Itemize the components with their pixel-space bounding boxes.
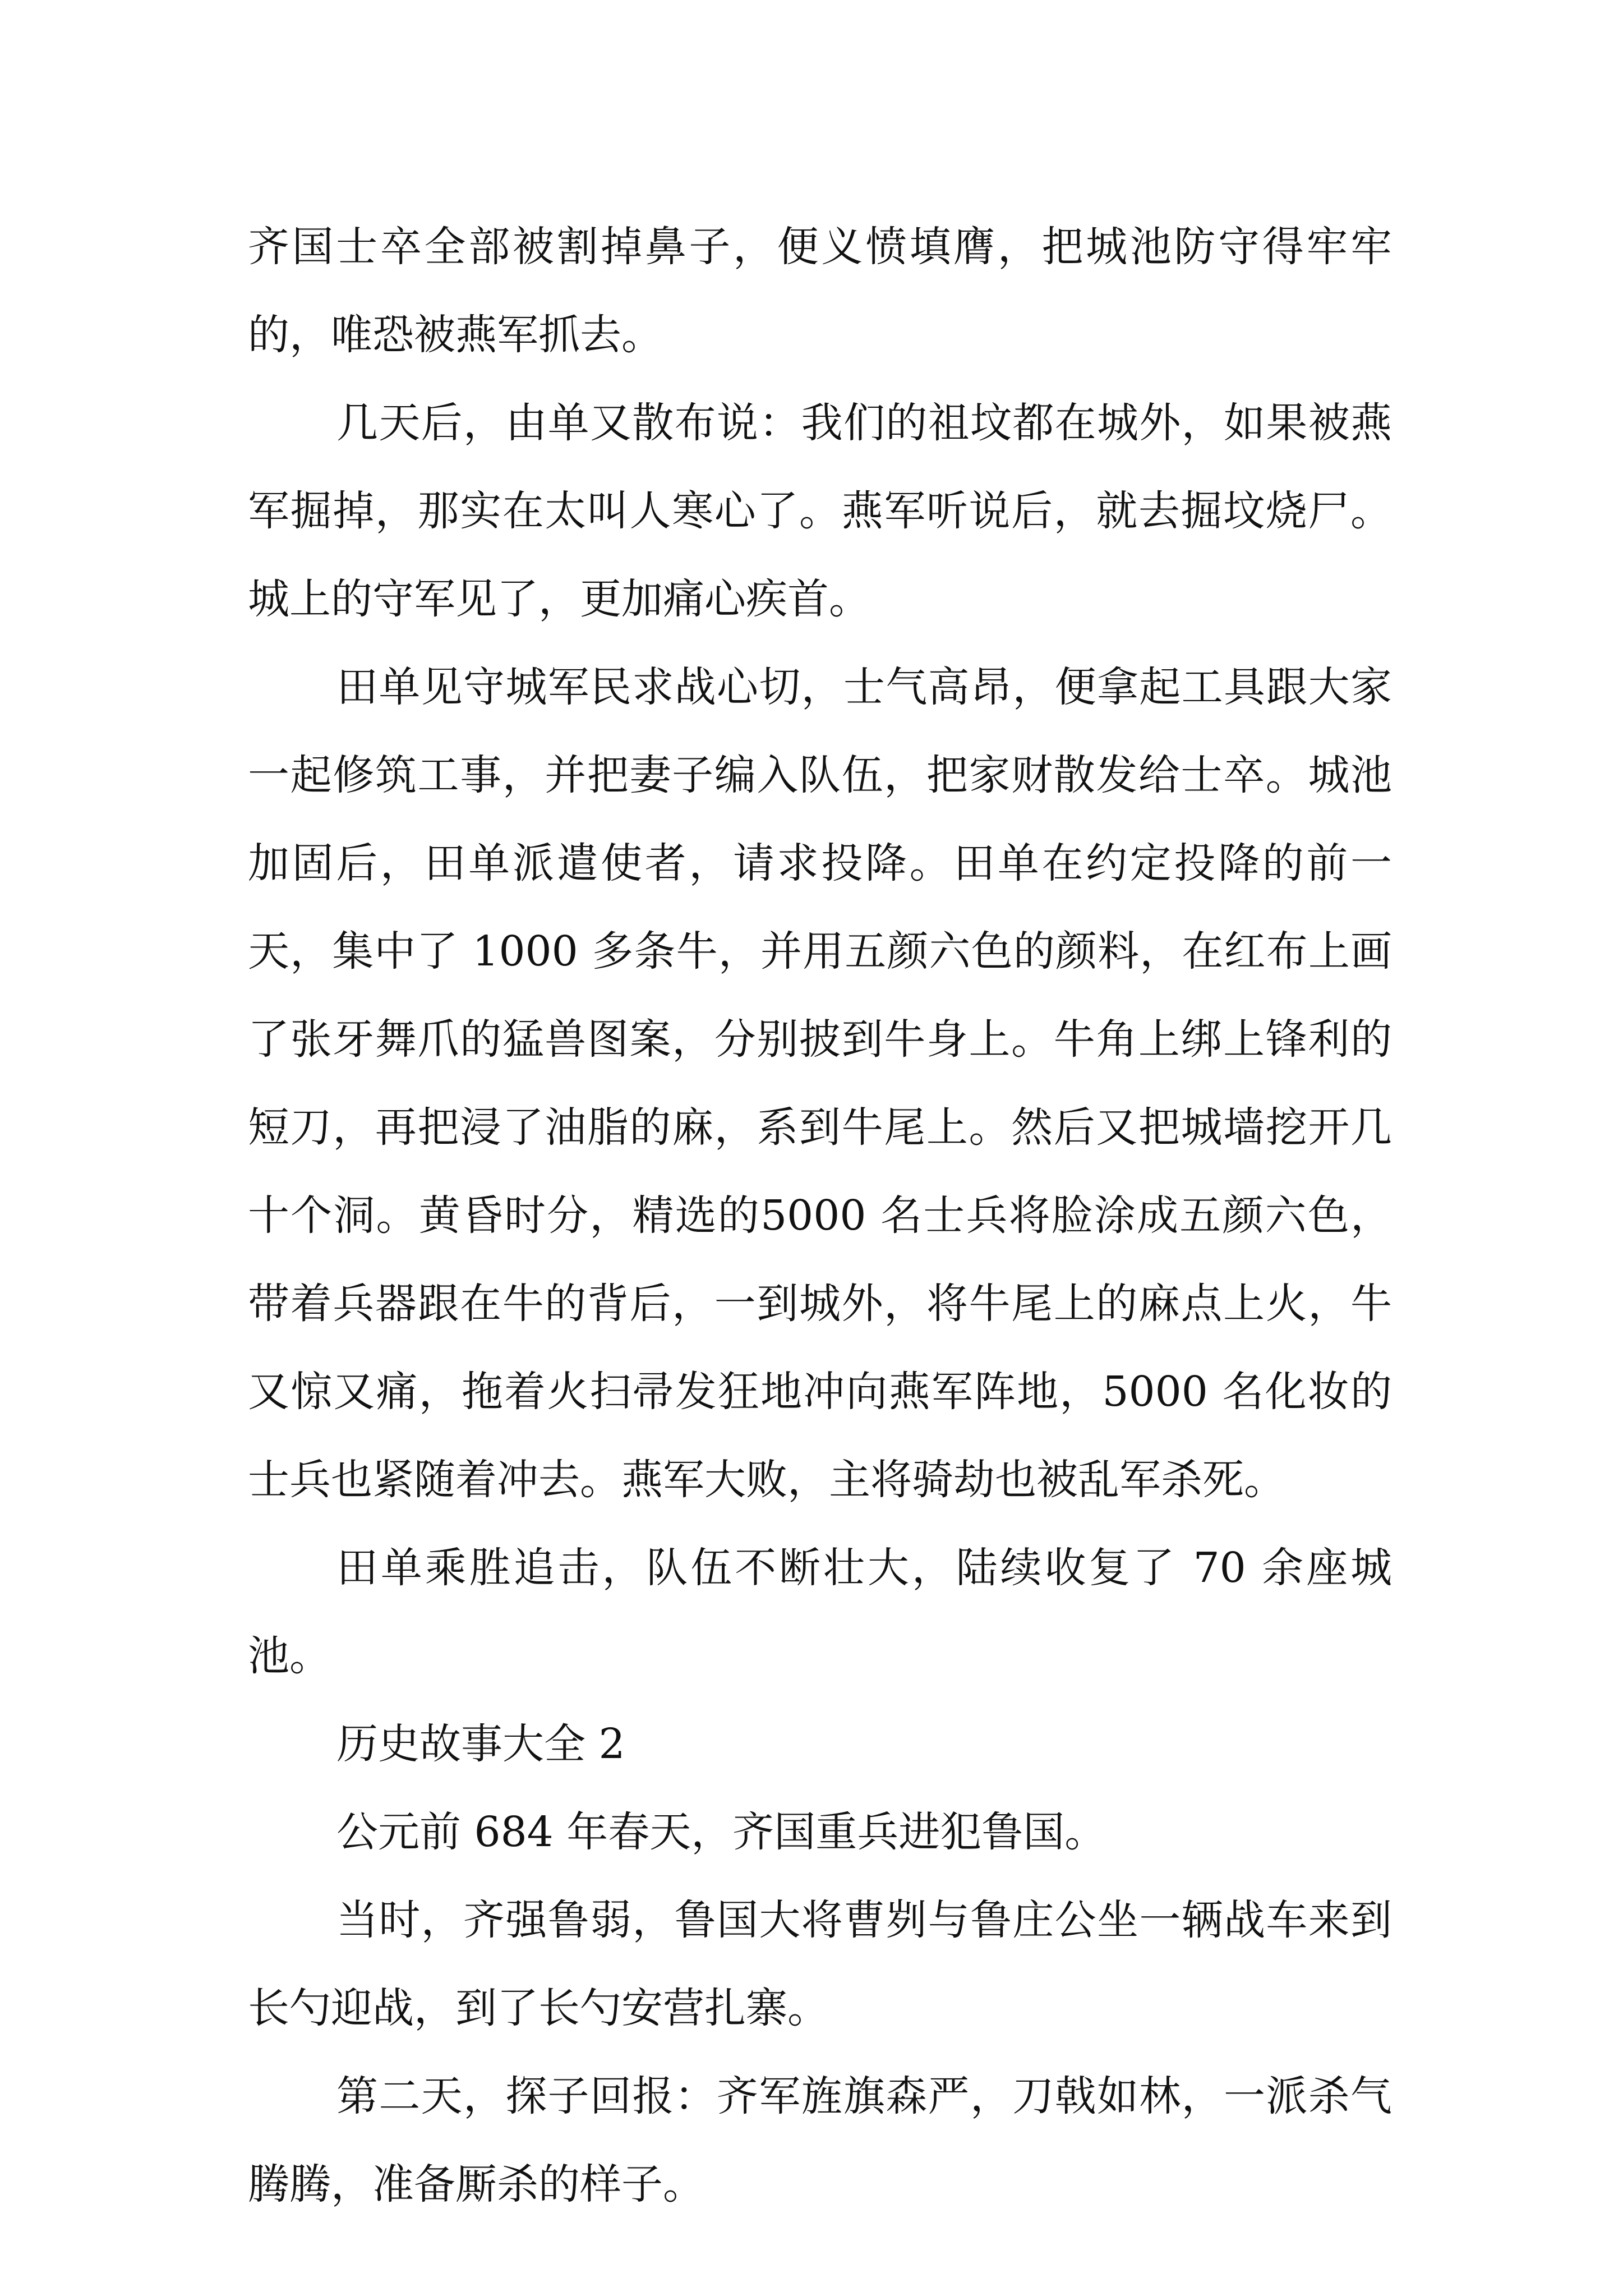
paragraph-7: 当时，齐强鲁弱，鲁国大将曹刿与鲁庄公坐一辆战车来到长勺迎战，到了长勺安营扎寨。 bbox=[248, 1896, 1392, 2032]
paragraph-2: 几天后，由单又散布说：我们的祖坟都在城外，如果被燕军掘掉，那实在太叫人寒心了。燕军听说后，就去掘坟烧尸。城上的守军见了，更加痛心疾首。 bbox=[248, 399, 1392, 623]
document-body bbox=[248, 203, 1392, 2229]
section-title: 历史故事大全 2 bbox=[336, 1720, 625, 1768]
paragraph-6: 公元前 684 年春天，齐国重兵进犯鲁国。 bbox=[336, 1808, 1106, 1856]
paragraph-3: 田单见守城军民求战心切，士气高昂，便拿起工具跟大家一起修筑工事，并把妻子编入队伍，把家财散发给士卒。城池加固后，田单派遣使者，请求投降。田单在约定投降的前一天，集中了 1000 多条牛，并用五颜六色的颜料，在红布上画了张牙舞爪的猛兽图案，分别披到牛身上。牛角上绑上锋利的短刀，再把浸了油脂的麻，系到牛尾上。然后又把城墙挖开几十个洞。黄昏时分，精选的5000 名士兵将脸涂成五颜六色，带着兵器跟在牛的背后，一到城外，将牛尾上的麻点上火，牛又惊又痛，拖着火扫帚发狂地冲向燕军阵地，5000 名化妆的士兵也紧随着冲去。燕军大败，主将骑劫也被乱军杀死。 bbox=[248, 663, 1392, 1504]
paragraph-1: 齐国士卒全部被割掉鼻子，便义愤填膺，把城池防守得牢牢的，唯恐被燕军抓去。 bbox=[248, 223, 1392, 359]
paragraph-8: 第二天，探子回报：齐军旌旗森严，刀戟如林，一派杀气腾腾，准备厮杀的样子。 bbox=[248, 2072, 1392, 2208]
paragraph-4: 田单乘胜追击，队伍不断壮大，陆续收复了 70 余座城池。 bbox=[248, 1544, 1392, 1680]
